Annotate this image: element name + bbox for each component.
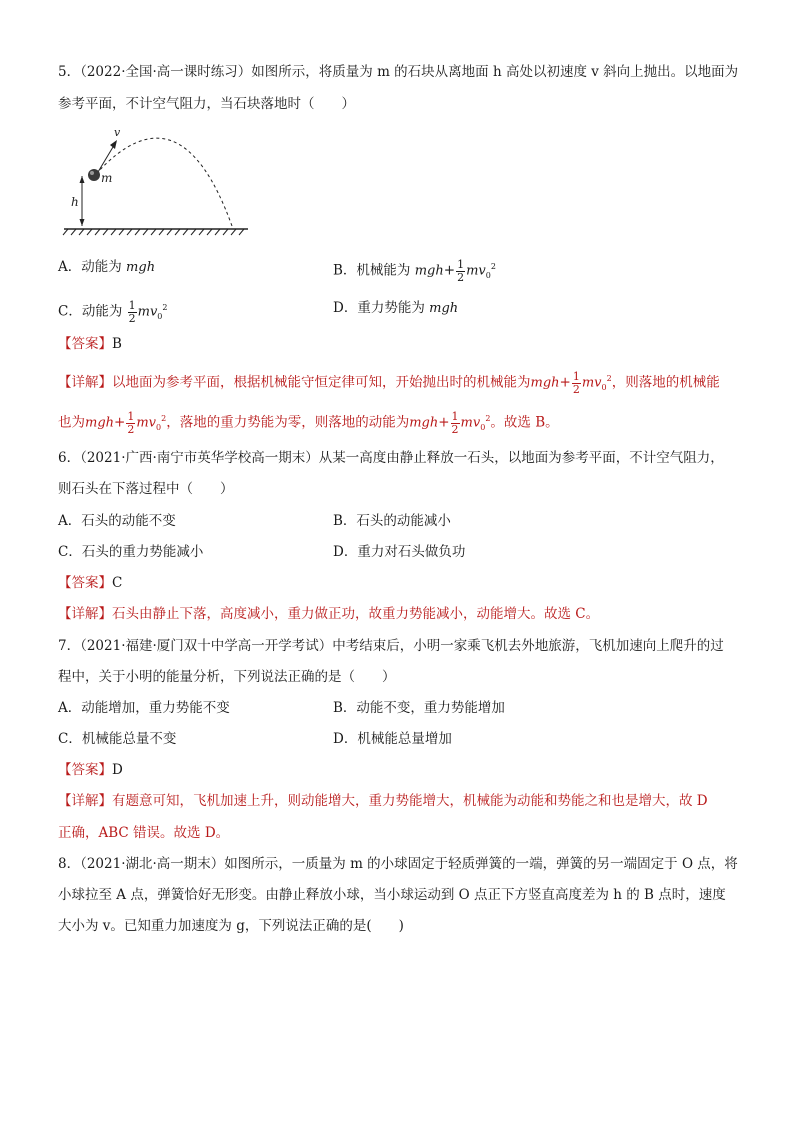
q6-detail: 【详解】石头由静止下落，高度减小，重力做正功，故重力势能减小，动能增大。故选 C。 — [58, 606, 600, 622]
q6-stem-line2: 则石头在下落过程中（ ） — [58, 481, 234, 497]
q5-detail-line2: 也为mgh+ $\frac{1}{2}$ $mv_0^2$，落地的重力势能为零，则落地的动能为mgh+ $\frac{1}{2}$ $mv_0^2$。故选 B。 — [58, 409, 559, 436]
q7-stem-line1: 7．（2021·福建·厦门双十中学高一开学考试）中考结束后，小明一家乘飞机去外地旅游，飞机加速向上爬升的过 — [58, 638, 724, 654]
q5-option-c[interactable]: C．动能为 $\frac{1}{2}$ $mv_0^2$ — [58, 298, 168, 325]
q5-stem-line2: 参考平面，不计空气阻力，当石块落地时（ ） — [58, 96, 355, 112]
q7-option-d[interactable]: D．机械能总量增加 — [333, 731, 452, 747]
q8-stem-line2: 小球拉至 A 点，弹簧恰好无形变。由静止释放小球，当小球运动到 O 点正下方竖直高度差为 h 的 B 点时，速度 — [58, 887, 726, 903]
fig-label-v: v — [114, 126, 121, 139]
q5-option-b[interactable]: B．机械能为 mgh+ $\frac{1}{2}$ $mv_0^2$ — [333, 257, 496, 284]
q5-option-d[interactable]: D．重力势能为 mgh — [333, 300, 459, 316]
q6-option-a[interactable]: A．石头的动能不变 — [58, 513, 176, 529]
q5-answer: 【答案】B — [58, 336, 122, 352]
q7-option-c[interactable]: C．机械能总量不变 — [58, 731, 177, 747]
q5-stem-line1: 5．（2022·全国·高一课时练习）如图所示，将质量为 m 的石块从离地面 h 高处以初速度 v 斜向上抛出。以地面为 — [58, 64, 739, 80]
q6-stem-line1: 6．（2021·广西·南宁市英华学校高一期末）从某一高度由静止释放一石头，以地面为参考平面，不计空气阻力， — [58, 450, 724, 466]
q5-detail-line1: 【详解】以地面为参考平面，根据机械能守恒定律可知，开始抛出时的机械能为mgh+ $\frac{1}{2}$ $mv_0^2$，则落地的机械能 — [58, 369, 720, 396]
q7-option-a[interactable]: A．动能增加，重力势能不变 — [58, 700, 230, 716]
fig-label-m: m — [101, 171, 113, 185]
q5-option-a[interactable]: A．动能为 mgh — [58, 259, 156, 275]
answer-label: 【答案】 — [58, 575, 112, 591]
answer-label: 【答案】 — [58, 336, 112, 352]
q7-answer: 【答案】D — [58, 762, 123, 778]
q7-option-b[interactable]: B．动能不变，重力势能增加 — [333, 700, 505, 716]
q8-stem-line1: 8．（2021·湖北·高一期末）如图所示，一质量为 m 的小球固定于轻质弹簧的一端，弹簧的另一端固定于 O 点，将 — [58, 856, 738, 872]
q6-option-b[interactable]: B．石头的动能减小 — [333, 513, 451, 529]
q6-option-d[interactable]: D．重力对石头做负功 — [333, 544, 466, 560]
q7-detail-line2: 正确，ABC 错误。故选 D。 — [58, 825, 230, 841]
q7-stem-line2: 程中，关于小明的能量分析，下列说法正确的是（ ） — [58, 669, 396, 685]
q6-answer: 【答案】C — [58, 575, 123, 591]
q8-stem-line3: 大小为 v。已知重力加速度为 g，下列说法正确的是( ) — [58, 918, 404, 934]
fig-label-h: h — [71, 195, 79, 209]
projectile-figure — [60, 122, 252, 236]
answer-label: 【答案】 — [58, 762, 112, 778]
q6-option-c[interactable]: C．石头的重力势能减小 — [58, 544, 204, 560]
q7-detail-line1: 【详解】有题意可知，飞机加速上升，则动能增大，重力势能增大，机械能为动能和势能之和也是增大，故 D — [58, 793, 708, 809]
